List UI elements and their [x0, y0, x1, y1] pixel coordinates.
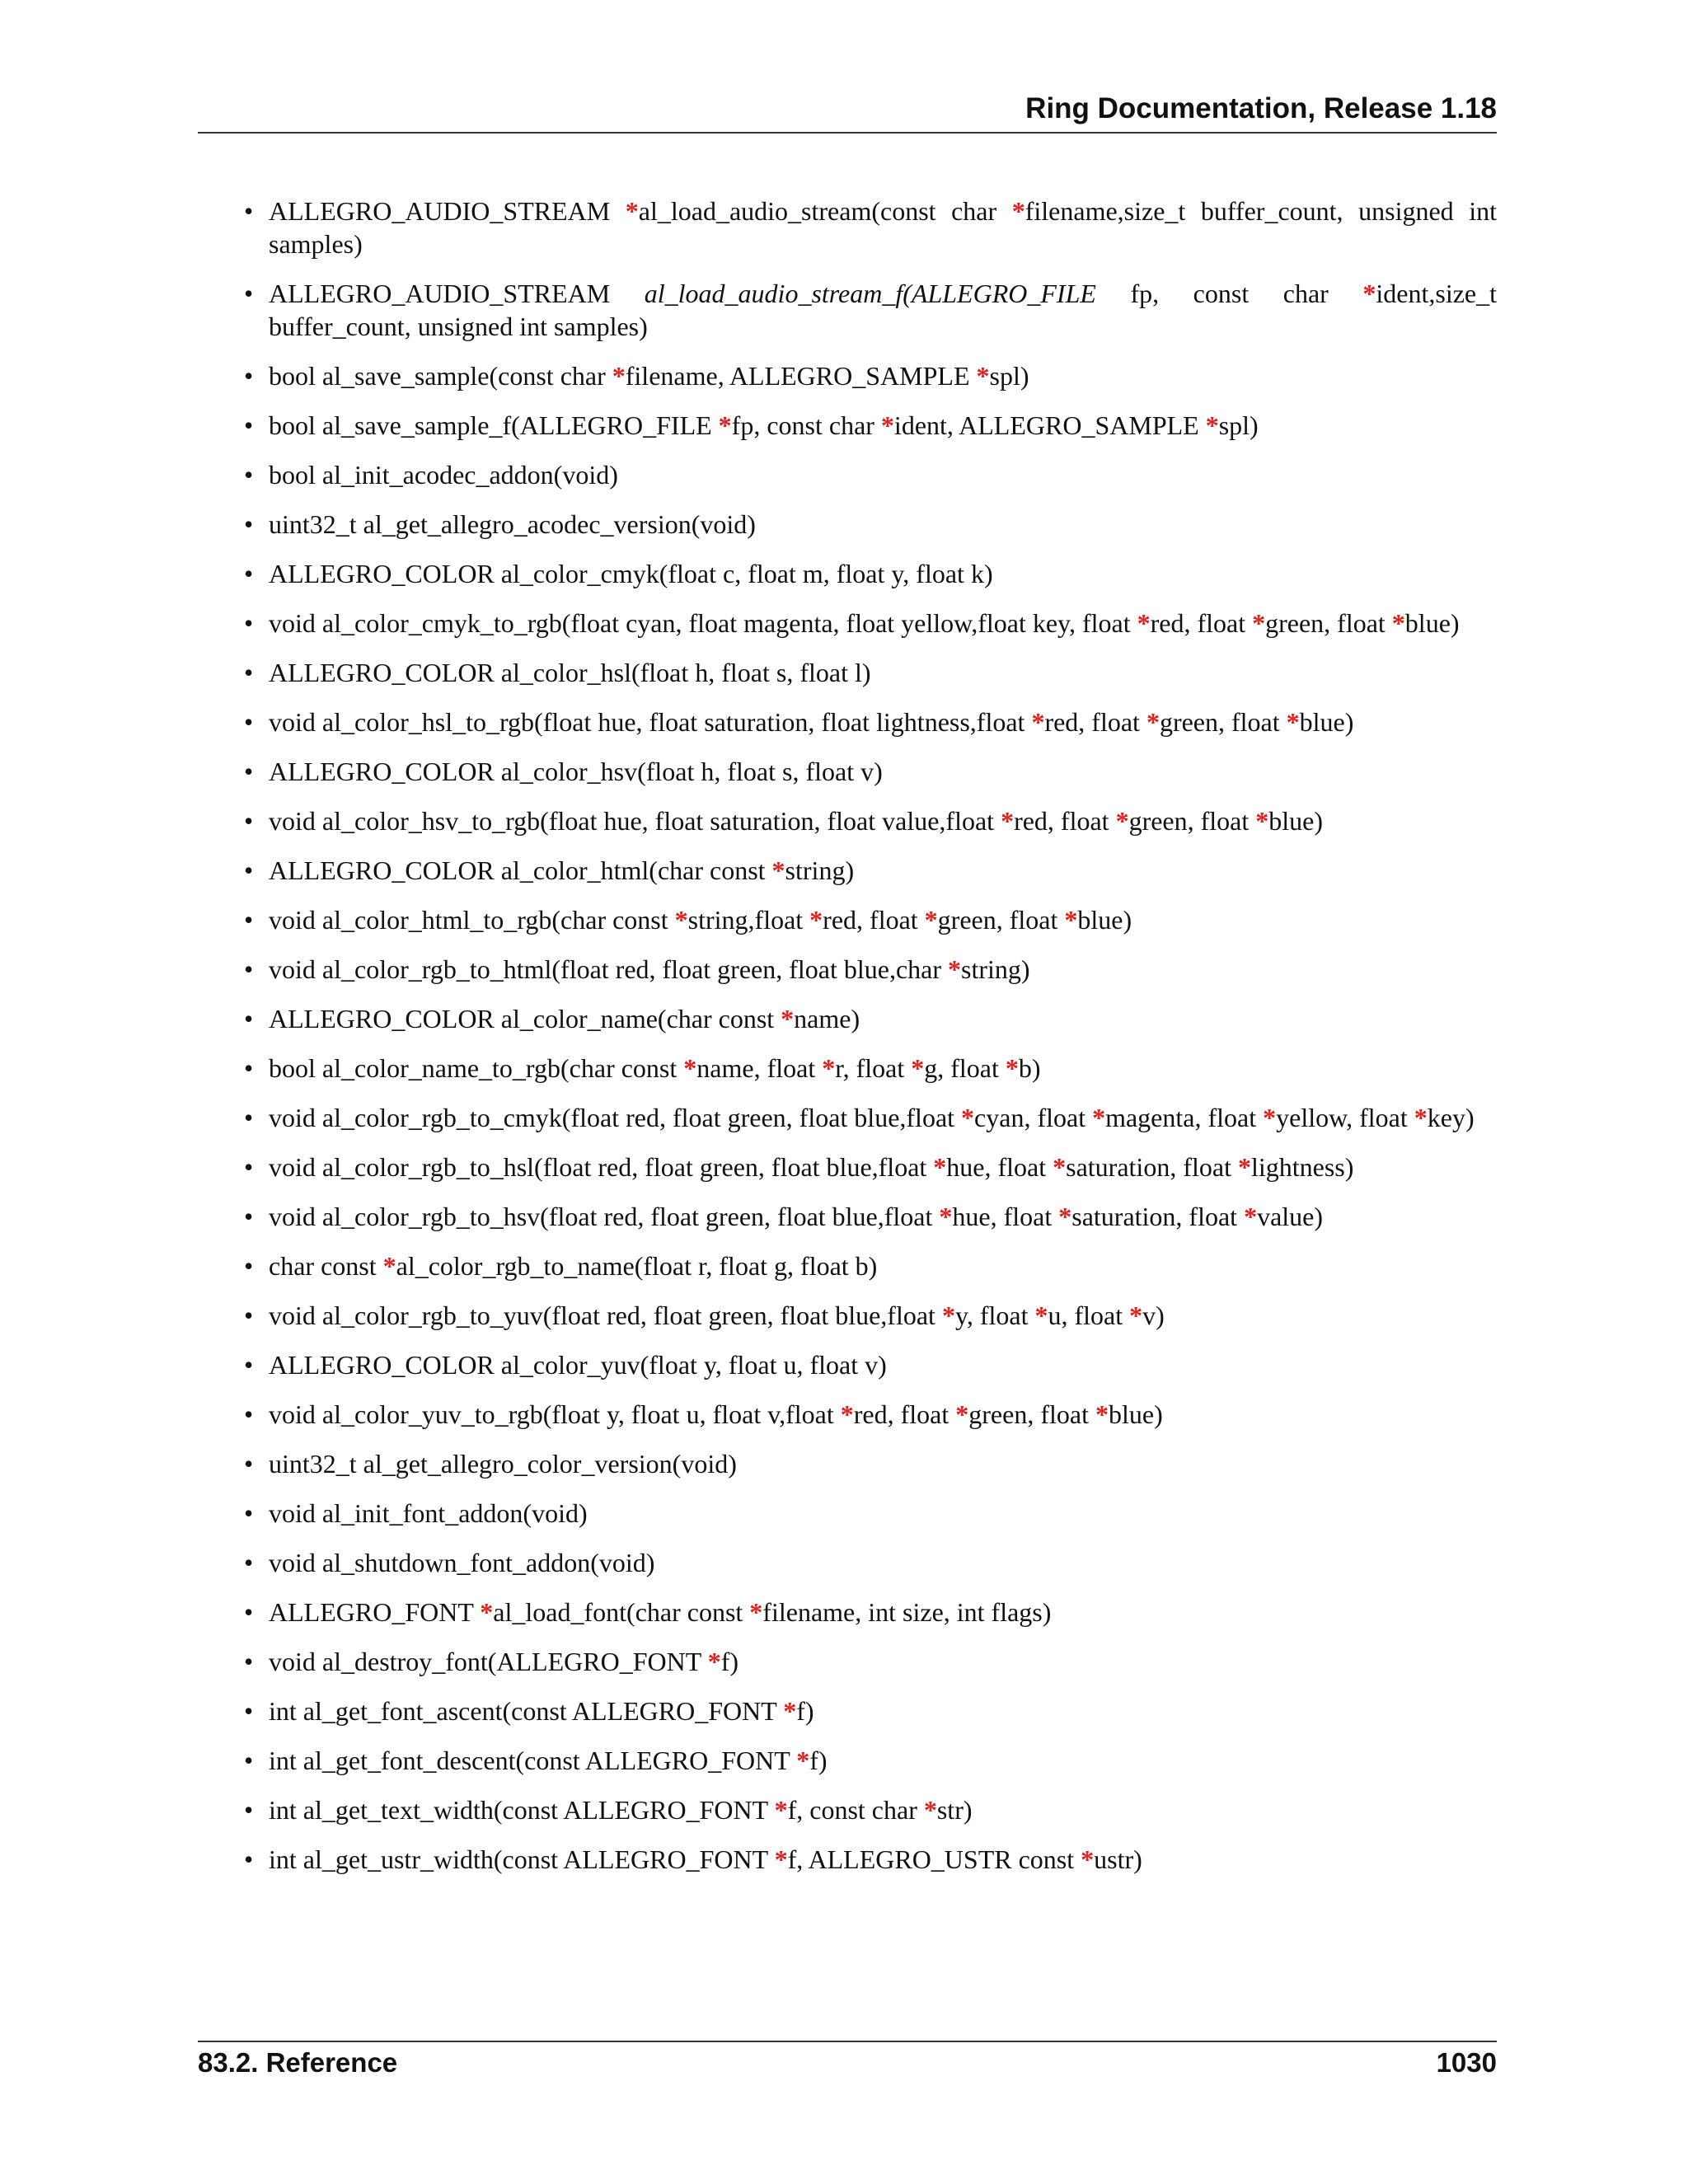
signature-text: char const	[269, 1251, 383, 1281]
pointer-asterisk: *	[774, 1795, 788, 1825]
signature-text: yellow, float	[1276, 1103, 1414, 1132]
signature-text: ALLEGRO_COLOR al_color_cmyk(float c, float m, float y, float k)	[269, 559, 993, 588]
signature-text: ALLEGRO_COLOR al_color_hsv(float h, float s, float v)	[269, 757, 883, 786]
pointer-asterisk: *	[1129, 1301, 1143, 1330]
signature-text: blue)	[1108, 1399, 1163, 1429]
signature-text: fp, const char	[731, 410, 881, 440]
signature-text: lightness)	[1250, 1152, 1354, 1182]
signature-text: blue)	[1268, 806, 1324, 836]
list-item	[244, 1497, 1497, 1530]
signature-text: saturation, float	[1071, 1202, 1245, 1231]
list-item	[244, 804, 1497, 837]
pointer-asterisk: *	[1058, 1202, 1072, 1231]
signature-text: ALLEGRO_COLOR al_color_name(char const	[269, 1004, 781, 1033]
signature-text: void al_destroy_font(ALLEGRO_FONT	[269, 1647, 708, 1676]
signature-text: uint32_t al_get_allegro_color_version(void)	[269, 1449, 737, 1479]
signature-text: red, float	[1044, 707, 1146, 737]
signature-text: void al_shutdown_font_addon(void)	[269, 1548, 655, 1577]
signature-text: value)	[1257, 1202, 1324, 1231]
signature-text: f)	[796, 1696, 814, 1726]
pointer-asterisk: *	[1081, 1844, 1095, 1874]
signature-text: al_color_rgb_to_name(float r, float g, float b)	[396, 1251, 878, 1281]
pointer-asterisk: *	[1146, 707, 1160, 737]
page-footer	[198, 2047, 1497, 2079]
signature-text: hue, float	[946, 1152, 1053, 1182]
signature-text: blue)	[1077, 905, 1132, 935]
pointer-asterisk: *	[718, 410, 732, 440]
pointer-asterisk: *	[1414, 1103, 1428, 1132]
signature-text: void al_color_yuv_to_rgb(float y, float u, float v,float	[269, 1399, 841, 1429]
signature-text: magenta, float	[1105, 1103, 1264, 1132]
list-item	[244, 953, 1497, 986]
list-item	[244, 1151, 1497, 1183]
pointer-asterisk: *	[1137, 608, 1151, 638]
list-item	[244, 607, 1497, 640]
pointer-asterisk: *	[625, 196, 639, 226]
signature-text: string)	[961, 954, 1030, 984]
signature-text: fp, const char	[1095, 279, 1363, 308]
signature-text: u, float	[1048, 1301, 1130, 1330]
pointer-asterisk: *	[707, 1647, 721, 1676]
pointer-asterisk: *	[612, 361, 626, 391]
list-item	[244, 1348, 1497, 1381]
signature-text: filename,size_t buffer_count, unsigned int samples)	[269, 196, 1498, 259]
signature-text: ALLEGRO_COLOR al_color_yuv(float y, float u, float v)	[269, 1350, 887, 1380]
pointer-asterisk: *	[1237, 1152, 1251, 1182]
signature-text: blue)	[1299, 707, 1354, 737]
signature-text: y, float	[954, 1301, 1035, 1330]
signature-text: string,float	[687, 905, 810, 935]
signature-text: void al_init_font_addon(void)	[269, 1498, 588, 1528]
list-item	[244, 1843, 1497, 1876]
pointer-asterisk: *	[1064, 905, 1078, 935]
signature-text: red, float	[1014, 806, 1116, 836]
signature-text: int al_get_ustr_width(const ALLEGRO_FONT	[269, 1844, 775, 1874]
pointer-asterisk: *	[1001, 806, 1015, 836]
pointer-asterisk: *	[382, 1251, 396, 1281]
signature-text: cyan, float	[974, 1103, 1093, 1132]
list-item	[244, 1249, 1497, 1282]
signature-text: void al_color_hsl_to_rgb(float hue, float saturation, float lightness,float	[269, 707, 1032, 737]
list-item	[244, 359, 1497, 392]
list-item	[244, 755, 1497, 788]
list-item	[244, 194, 1497, 260]
pointer-asterisk: *	[880, 410, 894, 440]
signature-text: blue)	[1404, 608, 1460, 638]
pointer-asterisk: *	[774, 1844, 788, 1874]
pointer-asterisk: *	[1252, 608, 1266, 638]
signature-italic-text: al_load_audio_stream_f(ALLEGRO_FILE	[644, 279, 1096, 308]
signature-text: int al_get_font_descent(const ALLEGRO_FONT	[269, 1746, 797, 1775]
signature-text: saturation, float	[1066, 1152, 1238, 1182]
page-number: 1030	[1436, 2047, 1497, 2078]
list-item	[244, 705, 1497, 738]
pointer-asterisk: *	[749, 1597, 763, 1627]
footer-section: 83.2. Reference	[198, 2047, 398, 2078]
pointer-asterisk: *	[911, 1053, 925, 1083]
list-item	[244, 458, 1497, 491]
pointer-asterisk: *	[1095, 1399, 1109, 1429]
pointer-asterisk: *	[809, 905, 823, 935]
pointer-asterisk: *	[1263, 1103, 1277, 1132]
signature-text: ALLEGRO_AUDIO_STREAM	[269, 279, 645, 308]
pointer-asterisk: *	[674, 905, 688, 935]
list-item	[244, 277, 1497, 343]
signature-text: string)	[785, 855, 855, 885]
signature-text: bool al_save_sample(const char	[269, 361, 612, 391]
signature-text: green, float	[1265, 608, 1392, 638]
signature-text: ALLEGRO_COLOR al_color_hsl(float h, float s, float l)	[269, 658, 871, 687]
function-list	[244, 194, 1497, 1892]
footer-rule	[198, 2041, 1497, 2042]
signature-text: void al_color_rgb_to_yuv(float red, float green, float blue,float	[269, 1301, 942, 1330]
pointer-asterisk: *	[933, 1152, 947, 1182]
list-item	[244, 1744, 1497, 1777]
list-item	[244, 1694, 1497, 1727]
signature-text: key)	[1427, 1103, 1475, 1132]
signature-text: g, float	[924, 1053, 1006, 1083]
pointer-asterisk: *	[796, 1746, 810, 1775]
pointer-asterisk: *	[1034, 1301, 1048, 1330]
signature-text: f, const char	[787, 1795, 924, 1825]
pointer-asterisk: *	[822, 1053, 836, 1083]
pointer-asterisk: *	[683, 1053, 697, 1083]
signature-text: uint32_t al_get_allegro_acodec_version(void)	[269, 509, 756, 539]
pointer-asterisk: *	[923, 1795, 937, 1825]
list-item	[244, 1299, 1497, 1332]
pointer-asterisk: *	[1255, 806, 1269, 836]
signature-text: void al_color_rgb_to_hsv(float red, float green, float blue,float	[269, 1202, 940, 1231]
signature-text: ALLEGRO_COLOR al_color_html(char const	[269, 855, 772, 885]
pointer-asterisk: *	[783, 1696, 797, 1726]
signature-text: name, float	[696, 1053, 823, 1083]
signature-text: bool al_color_name_to_rgb(char const	[269, 1053, 684, 1083]
signature-text: ustr)	[1094, 1844, 1142, 1874]
list-item	[244, 1546, 1497, 1579]
pointer-asterisk: *	[1205, 410, 1219, 440]
list-item	[244, 903, 1497, 936]
list-item	[244, 1447, 1497, 1480]
signature-text: green, float	[968, 1399, 1095, 1429]
list-item	[244, 508, 1497, 541]
pointer-asterisk: *	[1391, 608, 1405, 638]
signature-text: hue, float	[952, 1202, 1059, 1231]
pointer-asterisk: *	[955, 1399, 969, 1429]
pointer-asterisk: *	[1092, 1103, 1106, 1132]
list-item	[244, 656, 1497, 689]
pointer-asterisk: *	[948, 954, 962, 984]
signature-text: b)	[1018, 1053, 1041, 1083]
pointer-asterisk: *	[976, 361, 990, 391]
signature-text: void al_color_rgb_to_html(float red, float green, float blue,char	[269, 954, 949, 984]
signature-text: f)	[809, 1746, 828, 1775]
signature-text: int al_get_text_width(const ALLEGRO_FONT	[269, 1795, 775, 1825]
pointer-asterisk: *	[1005, 1053, 1019, 1083]
pointer-asterisk: *	[1362, 279, 1376, 308]
pointer-asterisk: *	[771, 855, 785, 885]
pointer-asterisk: *	[1286, 707, 1300, 737]
signature-text: spl)	[989, 361, 1029, 391]
signature-text: red, float	[853, 1399, 956, 1429]
signature-text: green, float	[1159, 707, 1287, 737]
signature-text: spl)	[1218, 410, 1259, 440]
list-item	[244, 1052, 1497, 1085]
signature-text: void al_color_hsv_to_rgb(float hue, float saturation, float value,float	[269, 806, 1001, 836]
pointer-asterisk: *	[1053, 1152, 1067, 1182]
list-item	[244, 1793, 1497, 1826]
signature-text: filename, ALLEGRO_SAMPLE	[625, 361, 977, 391]
signature-text: r, float	[835, 1053, 912, 1083]
signature-text: void al_color_html_to_rgb(char const	[269, 905, 675, 935]
pointer-asterisk: *	[1115, 806, 1129, 836]
signature-text: void al_color_cmyk_to_rgb(float cyan, float magenta, float yellow,float key, float	[269, 608, 1137, 638]
signature-text: ALLEGRO_AUDIO_STREAM	[269, 196, 626, 226]
pointer-asterisk: *	[1244, 1202, 1258, 1231]
pointer-asterisk: *	[1011, 196, 1025, 226]
signature-text: red, float	[1150, 608, 1253, 638]
pointer-asterisk: *	[924, 905, 938, 935]
pointer-asterisk: *	[1031, 707, 1045, 737]
list-item	[244, 557, 1497, 590]
signature-text: bool al_init_acodec_addon(void)	[269, 460, 618, 490]
header-rule	[198, 132, 1497, 134]
signature-text: f)	[720, 1647, 738, 1676]
pointer-asterisk: *	[941, 1301, 955, 1330]
list-item	[244, 1398, 1497, 1431]
signature-text: void al_color_rgb_to_hsl(float red, float green, float blue,float	[269, 1152, 934, 1182]
signature-text: red, float	[823, 905, 925, 935]
page-header-title: Ring Documentation, Release 1.18	[1025, 92, 1497, 124]
signature-text: str)	[936, 1795, 973, 1825]
list-item	[244, 854, 1497, 887]
signature-text: ident,size_t buffer_count, unsigned int samples)	[269, 279, 1498, 341]
signature-text: name)	[794, 1004, 860, 1033]
pointer-asterisk: *	[961, 1103, 975, 1132]
pointer-asterisk: *	[840, 1399, 854, 1429]
signature-text: al_load_audio_stream(const char	[638, 196, 1012, 226]
signature-text: al_load_font(char const	[493, 1597, 750, 1627]
signature-text: void al_color_rgb_to_cmyk(float red, float green, float blue,float	[269, 1103, 962, 1132]
list-item	[244, 1645, 1497, 1678]
signature-text: f, ALLEGRO_USTR const	[787, 1844, 1081, 1874]
list-item	[244, 409, 1497, 442]
signature-text: filename, int size, int flags)	[762, 1597, 1052, 1627]
signature-text: int al_get_font_ascent(const ALLEGRO_FONT	[269, 1696, 784, 1726]
signature-text: green, float	[1128, 806, 1256, 836]
signature-text: green, float	[937, 905, 1065, 935]
list-item	[244, 1596, 1497, 1629]
signature-text: bool al_save_sample_f(ALLEGRO_FILE	[269, 410, 719, 440]
signature-text: ident, ALLEGRO_SAMPLE	[893, 410, 1206, 440]
list-item	[244, 1101, 1497, 1134]
pointer-asterisk: *	[781, 1004, 795, 1033]
signature-text: v)	[1142, 1301, 1165, 1330]
signature-text: ALLEGRO_FONT	[269, 1597, 481, 1627]
list-item	[244, 1200, 1497, 1233]
list-item	[244, 1002, 1497, 1035]
pointer-asterisk: *	[480, 1597, 494, 1627]
pointer-asterisk: *	[939, 1202, 953, 1231]
